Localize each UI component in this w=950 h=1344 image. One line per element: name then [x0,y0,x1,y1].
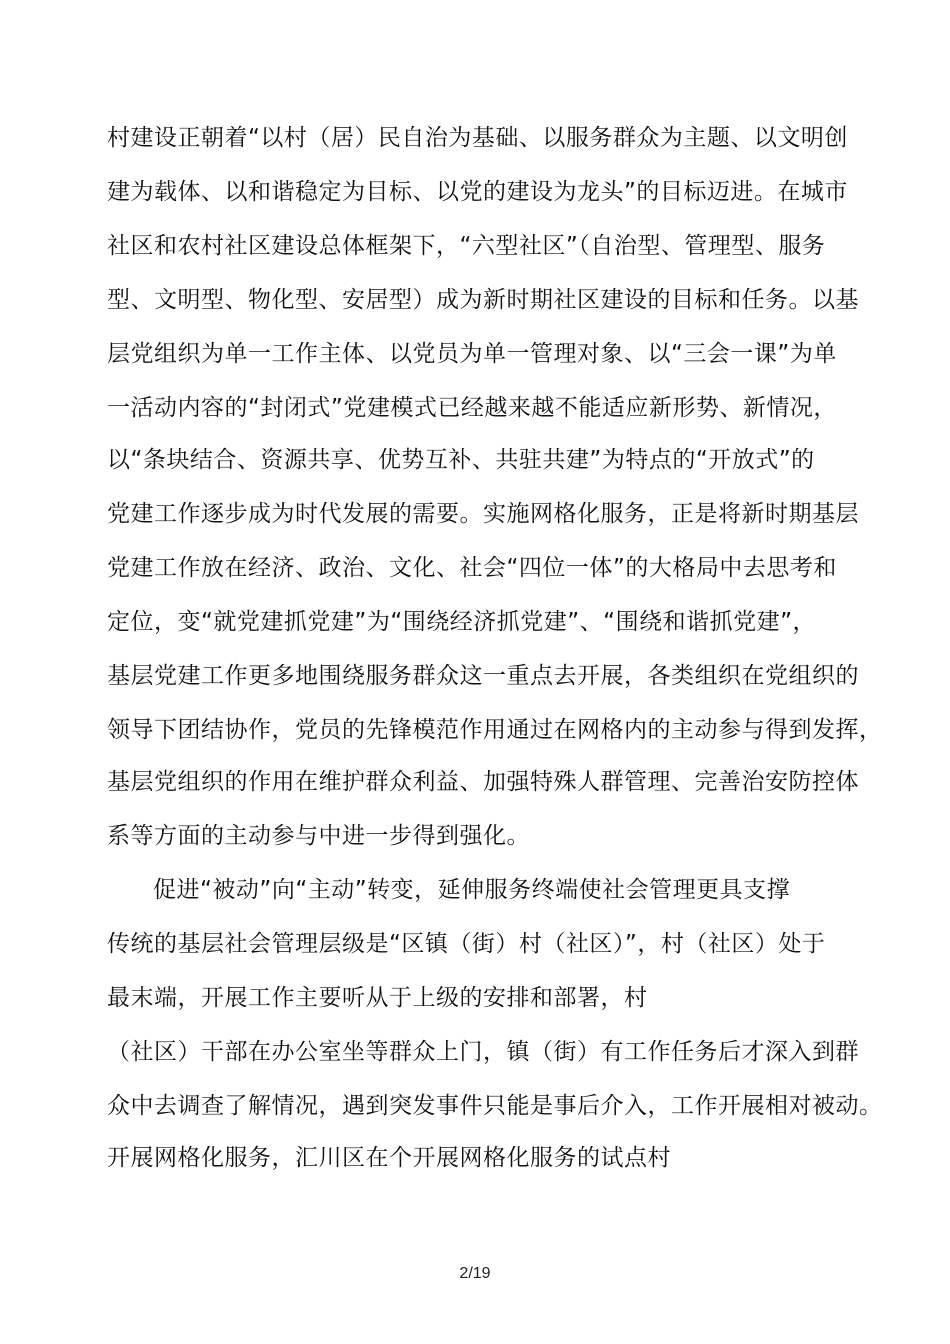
body-text-line: 层党组织为单一工作主体、以党员为单一管理对象、以“三会一课”为单 [107,341,837,367]
body-text-line: 党建工作逐步成为时代发展的需要。实施网格化服务，正是将新时期基层 [107,501,859,527]
body-text-line: 开展网格化服务，汇川区在个开展网格化服务的试点村 [107,1145,671,1171]
body-text-line: 建为载体、以和谐稳定为目标、以党的建设为龙头”的目标迈进。在城市 [107,179,848,205]
body-text-line: 村建设正朝着“以村（居）民自治为基础、以服务群众为主题、以文明创 [107,125,848,151]
body-text-line: 系等方面的主动参与中进一步得到强化。 [107,823,530,849]
body-text-line: 传统的基层社会管理层级是“区镇（街）村（社区）”，村（社区）处于 [107,931,826,957]
body-text-line: 以“条块结合、资源共享、优势互补、共驻共建”为特点的“开放式”的 [107,447,815,473]
paragraph-heading-line: 促进“被动”向“主动”转变，延伸服务终端使社会管理更具支撑 [153,877,791,903]
body-text-line: 领导下团结协作，党员的先锋模范作用通过在网格内的主动参与得到发挥， [107,717,883,743]
page-number: 2/19 [459,1265,491,1282]
body-text-line: 一活动内容的“封闭式”党建模式已经越来越不能适应新形势、新情况， [107,395,837,421]
body-text-line: 型、文明型、物化型、安居型）成为新时期社区建设的目标和任务。以基 [107,287,859,313]
body-text-line: 最末端，开展工作主要听从于上级的安排和部署，村 [107,985,648,1011]
body-text-line: 基层党建工作更多地围绕服务群众这一重点去开展，各类组织在党组织的 [107,663,859,689]
body-text-line: 党建工作放在经济、政治、文化、社会“四位一体”的大格局中去思考和 [107,555,837,581]
body-text-line: 社区和农村社区建设总体框架下，“六型社区”（自治型、管理型、服务 [107,233,826,259]
body-text-line: 基层党组织的作用在维护群众利益、加强特殊人群管理、完善治安防控体 [107,769,859,795]
body-text-line: 定位，变“就党建抓党建”为“围绕经济抓党建”、“围绕和谐抓党建”， [107,609,816,635]
body-text-line: （社区）干部在办公室坐等群众上门，镇（街）有工作任务后才深入到群 [107,1039,859,1065]
body-text-line: 众中去调查了解情况，遇到突发事件只能是事后介入，工作开展相对被动。 [107,1093,883,1119]
